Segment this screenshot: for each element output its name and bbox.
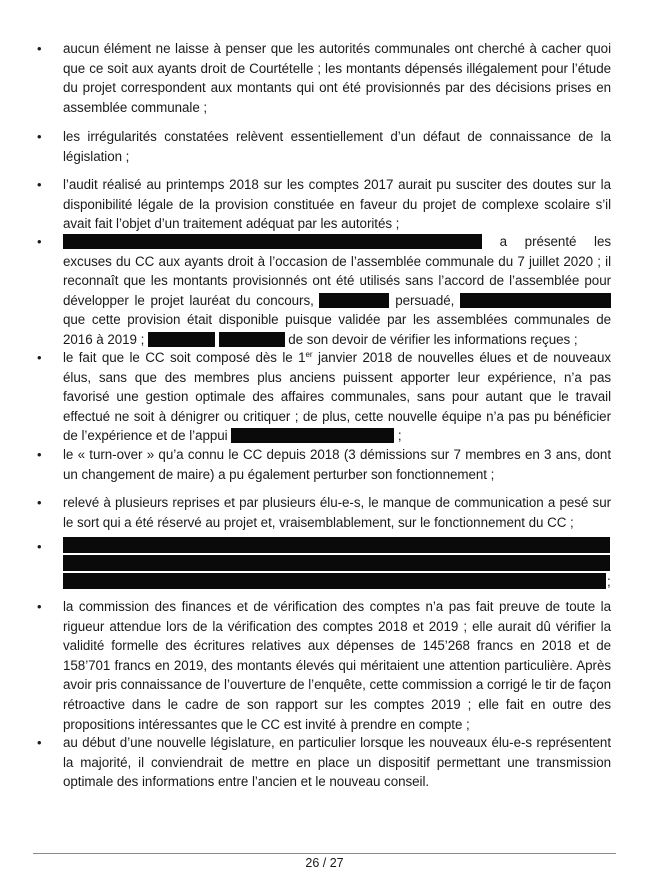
redaction-line [63,555,610,571]
redacted-paragraph [63,537,611,589]
bullet-text: les irrégularités constatées relèvent essentiellement d’un défaut de connaissance de la législation ; [63,129,611,164]
bullet-icon: • [37,350,42,365]
bullet-icon: • [37,599,42,614]
bullet-text: l’audit réalisé au printemps 2018 sur les comptes 2017 aurait pu susciter des doutes sur la disponibilité légale de la provision constituée en faveur du projet de complexe scolaire s’il avait fait l’objet d’un traitement adéquat par les autorités ; [63,177,611,232]
bullet-icon: • [37,234,42,249]
redaction-line [63,573,606,589]
text-segment: de son devoir de vérifier les informations reçues ; [288,331,578,347]
bullet-icon: • [37,41,42,56]
text-segment: ; [397,428,402,444]
bullet-item [37,127,611,166]
bullet-icon: • [37,539,42,554]
bullet-item [37,175,611,234]
bullet-text [63,232,611,350]
bullet-item [37,535,611,591]
bullet-icon: • [37,447,42,462]
text-segment: persuadé, [395,292,455,308]
bullet-text: la commission des finances et de vérification des comptes n’a pas fait preuve de toute la rigueur attendue lors de la vérification des comptes 2018 et 2019 ; elle aurait dû vérifier la validité formelle des écritures relatives aux dépenses de 145’268 francs en 2018 et de 158’701 francs en 2019, des montants élevés qui méritaient une attention particulière. Après avoir pris connaissance de l’ouverture de l’enquête, cette commission a corrigé le tir de façon rétroactive dans le cadre de son rapport sur les comptes 2019 ; elle fait en outre des propositions intéressantes que le CC est invité à prendre en compte ; [63,599,611,732]
redaction-block [319,293,389,308]
bullet-item [37,597,611,734]
trailing-semicolon: ; [607,574,611,589]
page-number: 26 / 27 [305,856,344,870]
redaction-block [231,428,394,443]
bullet-item [37,39,611,117]
bullet-text: aucun élément ne laisse à penser que les autorités communales ont cherché à cacher quoi que ce soit aux ayants droit de Courtételle ; les montants dépensés illégalement pour l’étude du projet correspondent aux montants qui ont été provisionnés par des décisions prises en assemblée communale ; [63,41,611,115]
bullet-icon: • [37,495,42,510]
bullet-icon: • [37,177,42,192]
bullet-item [37,493,611,532]
bullet-text: au début d’une nouvelle législature, en particulier lorsque les nouveaux élu-e-s représentent la majorité, il conviendrait de mettre en place un dispositif permettant une transmission optimale des informations entre l’ancien et le nouveau conseil. [63,735,611,790]
redaction-line [63,537,610,553]
redaction-block [148,332,215,347]
bullet-text: relevé à plusieurs reprises et par plusieurs élu-e-s, le manque de communication a pesé sur le sort qui a été réservé au projet et, vraisemblablement, sur le fonctionnement du CC ; [63,495,611,530]
bullet-icon: • [37,129,42,144]
footer-divider [33,853,616,854]
bullet-item [37,445,611,484]
text-segment: que cette provision était disponible puisque validée par les assemblées communales de 2016 à 2019 ; [63,312,611,347]
bullet-icon: • [37,735,42,750]
bullet-text: le « turn-over » qu’a connu le CC depuis 2018 (3 démissions sur 7 membres en 3 ans, dont un changement de maire) a pu également perturber son fonctionnement ; [63,447,611,482]
bullet-item [37,348,611,446]
redaction-block [219,332,285,347]
text-segment: a présenté les excuses du CC aux ayants droit à l’occasion de l’assemblée communale du 7 juillet 2020 ; il reconnaît que les montants provisionnés ont été utilisés sans l’accord de l’assemblée pour développer le projet lauréat du concours, [63,234,611,308]
bullet-item [37,733,611,792]
bullet-item [37,232,611,350]
text-segment: janvier 2018 de nouvelles élues et de nouveaux élus, sans que des membres plus anciens puissent apporter leur expérience, n’a pas favorisé une gestion optimale des affaires communales, sans pour autant que le travail effectué ne soit à dénigrer ou critiquer ; de plus, cette nouvelle équipe n’a pas pu bénéficier de l’expérience et de l’appui [63,350,611,444]
text-segment: le fait que le CC soit composé dès le 1 [63,350,306,365]
bullet-text [63,348,611,446]
redaction-block [460,293,611,308]
redaction-block [63,234,482,249]
superscript: er [305,350,313,359]
